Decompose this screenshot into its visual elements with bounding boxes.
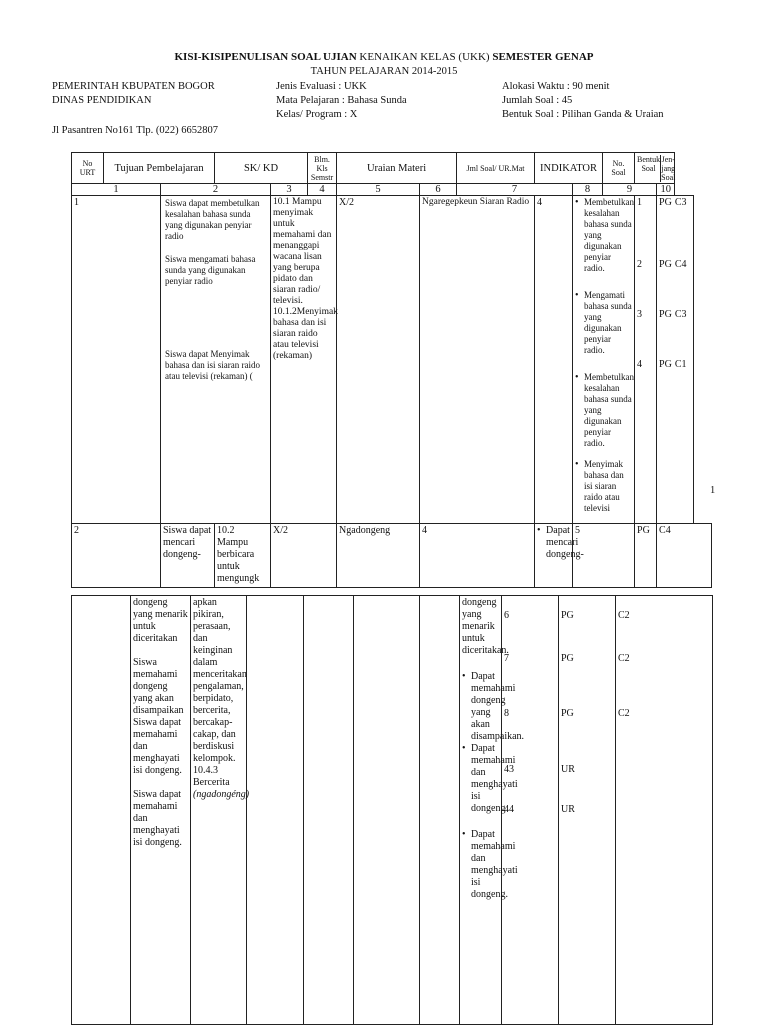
col-header-bentuk-label: Bentuk Soal	[637, 154, 661, 173]
col-number: 6	[420, 184, 457, 196]
p2-tujuan-item: Siswa memahami dongeng yang akan disampaikan	[133, 657, 184, 716]
p2-nosoal-item: 43	[504, 764, 514, 775]
header-address: Jl Pasantren No161 Tlp. (022) 6652807	[52, 125, 219, 136]
col-header-blm: Blm. Kls Semstr	[308, 153, 337, 184]
col-number: 8	[573, 184, 603, 196]
p2-indikator-item: • Dapat memahami dongeng yang akan disampaikan.	[462, 671, 499, 743]
document-subtitle: TAHUN PELAJARAN 2014-2015	[310, 66, 458, 77]
header-left-line1: PEMERINTAH KBUPATEN BOGOR	[52, 81, 215, 92]
col-header-skkd: SK/ KD	[215, 153, 308, 184]
col-number: 2	[161, 184, 271, 196]
title-bold-1: KISI-KISIPENULISAN SOAL UJIAN	[174, 51, 357, 63]
col-number: 1	[72, 184, 161, 196]
header-mid-line2: Mata Pelajaran : Bahasa Sunda	[276, 95, 407, 106]
p2-bentuk	[559, 596, 616, 1025]
col-number: 3	[271, 184, 308, 196]
row1-nosoal-item: 4	[637, 359, 643, 370]
row1-bentuk: PG	[659, 197, 672, 208]
p2-nosoal-item: 8	[504, 708, 509, 719]
header-right-line2: Jumlah Soal : 45	[502, 95, 573, 106]
row1-bentuk: PG	[659, 309, 672, 320]
p2-jenjang	[616, 596, 713, 1025]
col-number: 9	[603, 184, 657, 196]
col-header-uraian: Uraian Materi	[337, 153, 457, 184]
col-header-indikator: INDIKATOR	[535, 153, 603, 184]
row1-blm: X/2	[337, 196, 420, 524]
row1-jenjang: C4	[674, 259, 687, 270]
row1-tujuan	[161, 196, 271, 524]
row2-jml: 4	[420, 524, 535, 588]
header-right-line3: Bentuk Soal : Pilihan Ganda & Uraian	[502, 109, 664, 120]
p2-indikator-item: • Dapat memahami dan menghayati isi dongeng.	[462, 829, 499, 901]
row1-jenjang: C3	[674, 309, 687, 320]
p2-indikator-item: dongeng yang menarik untuk diceritakan.	[462, 597, 509, 656]
header-mid-line3: Kelas/ Program : X	[276, 109, 358, 120]
row1-jenjang: C1	[674, 359, 687, 370]
title-bold-2: SEMESTER GENAP	[492, 51, 594, 63]
col-header-jenjang: Jen-jang Soal	[661, 154, 676, 182]
row1-skkd: 10.1 Mampu menyimak untuk memahami dan menanggapi wacana lisan yang berupa pidato dan siaran radio/ televisi. 10.1.2Menyimak bahasa dan isi siaran raido atau televisi (rekaman)	[271, 196, 337, 524]
p2-jenjang-item: C2	[618, 708, 630, 719]
row1-indikator-item: • Membetulkan kesalahan bahasa sunda yang digunakan penyiar radio.	[575, 197, 632, 274]
header-left	[52, 80, 215, 108]
row2-indikator-item: • Dapat mencari dongeng-	[537, 525, 570, 561]
row2-no: 2	[72, 524, 161, 588]
row2-blm: X/2	[271, 524, 337, 588]
row1-no-and-tujuan	[72, 196, 161, 524]
p2-bentuk-item: PG	[561, 653, 574, 664]
p2-nosoal-item: 7	[504, 653, 509, 664]
col-header-jml: Jml Soal/ UR.Mat	[457, 153, 535, 184]
p2-jenjang-item: C2	[618, 610, 630, 621]
p2-tujuan-item: Siswa dapat memahami dan menghayati isi dongeng.	[133, 789, 182, 848]
row2-indikator	[535, 524, 584, 588]
row1-indikator-item: • Membetulkan kesalahan bahasa sunda yang digunakan penyiar radio.	[575, 372, 632, 449]
p2-jml	[420, 596, 460, 1025]
row1-nosoal-item: 1	[637, 197, 643, 208]
col-number: 7	[457, 184, 573, 196]
row1-jml: 4	[535, 196, 573, 524]
row2-jenjang: C4	[657, 524, 712, 588]
row2-tujuan: Siswa dapat mencari dongeng-	[161, 524, 215, 588]
row1-jenjang: C3	[674, 197, 687, 208]
p2-indikator-item: • Dapat memahami dan menghayati isi dongeng	[462, 743, 499, 815]
p2-bentuk-item: PG	[561, 708, 574, 719]
row2-skkd: 10.2 Mampu berbicara untuk mengungk	[215, 524, 271, 588]
col-header-nosoal: No. Soal	[603, 153, 635, 184]
header-right-line1: Alokasi Waktu : 90 menit	[502, 81, 610, 92]
p2-nosoal	[502, 596, 559, 1025]
p2-uraian	[354, 596, 420, 1025]
row1-indikator-item: • Mengamati bahasa sunda yang digunakan penyiar radio.	[575, 290, 632, 356]
p2-tujuan	[131, 596, 191, 1025]
kisi-table-page1	[71, 152, 712, 588]
header-mid-line1: Jenis Evaluasi : UKK	[276, 81, 367, 92]
p2-bentuk-item: PG	[561, 610, 574, 621]
row1-nosoal-item: 3	[637, 309, 643, 320]
p2-skkd-italic: (ngadongéng)	[193, 789, 250, 800]
col-number: 5	[337, 184, 420, 196]
p2-skkd-text: apkan pikiran, perasaan, dan keinginan dalam menceritakan pengalaman, berpidato, bercerita, bercakap-cakap, dan berdiskusi kelompok. 10.4.3 Bercerita	[193, 597, 247, 788]
row1-bentuk: PG	[659, 259, 672, 270]
header-right	[502, 80, 664, 122]
p2-skkd-b	[247, 596, 304, 1025]
p2-bentuk-item: UR	[561, 804, 575, 815]
col-header-tujuan: Tujuan Pembelajaran	[104, 153, 215, 184]
row1-nosoal-item: 2	[637, 259, 643, 270]
row2-bentuk: PG	[635, 524, 657, 588]
row1-tujuan-item: Siswa dapat Menyimak bahasa dan isi siaran raido atau televisi (rekaman) (	[165, 349, 260, 381]
p2-skkd	[191, 596, 250, 1025]
row1-tujuan-item: Siswa dapat membetulkan kesalahan bahasa sunda yang digunakan penyiar radio	[165, 198, 260, 241]
row1-no: 1	[74, 197, 79, 208]
p2-nosoal-item: 6	[504, 610, 509, 621]
row1-nosoal	[635, 196, 657, 524]
kisi-table-page2	[71, 595, 713, 1025]
p2-tujuan-item: dongeng yang menarik untuk diceritakan	[133, 597, 188, 644]
header-mid	[276, 80, 407, 122]
col-number: 10	[657, 184, 675, 196]
row1-bentuk: PG	[659, 359, 672, 370]
row2-uraian: Ngadongeng	[337, 524, 420, 588]
row1-indikator	[573, 196, 635, 524]
row1-bentuk-jenjang	[657, 196, 694, 524]
p2-no	[72, 596, 131, 1025]
row1-tujuan-item: Siswa mengamati bahasa sunda yang digunakan penyiar radio	[165, 254, 256, 286]
row1-indikator-item: • Menyimak bahasa dan isi siaran raido atau televisi	[575, 459, 632, 514]
document-title	[0, 51, 768, 63]
title-regular: KENAIKAN KELAS (UKK)	[356, 51, 493, 63]
p2-tujuan-item: Siswa dapat memahami dan menghayati isi dongeng.	[133, 717, 182, 776]
row2-nosoal: 5	[573, 524, 635, 588]
col-number: 4	[308, 184, 337, 196]
p2-bentuk-item: UR	[561, 764, 575, 775]
col-header-no: No URT	[72, 153, 104, 184]
header-left-line2: DINAS PENDIDIKAN	[52, 95, 152, 106]
p2-jenjang-item: C2	[618, 653, 630, 664]
col-header-bentuk	[635, 153, 675, 184]
row1-uraian: Ngaregepkeun Siaran Radio	[420, 196, 535, 524]
p2-nosoal-item: 44	[504, 804, 514, 815]
p2-blm	[304, 596, 354, 1025]
page-number: 1	[710, 485, 716, 496]
row1-tujuan-spacer	[106, 196, 160, 419]
